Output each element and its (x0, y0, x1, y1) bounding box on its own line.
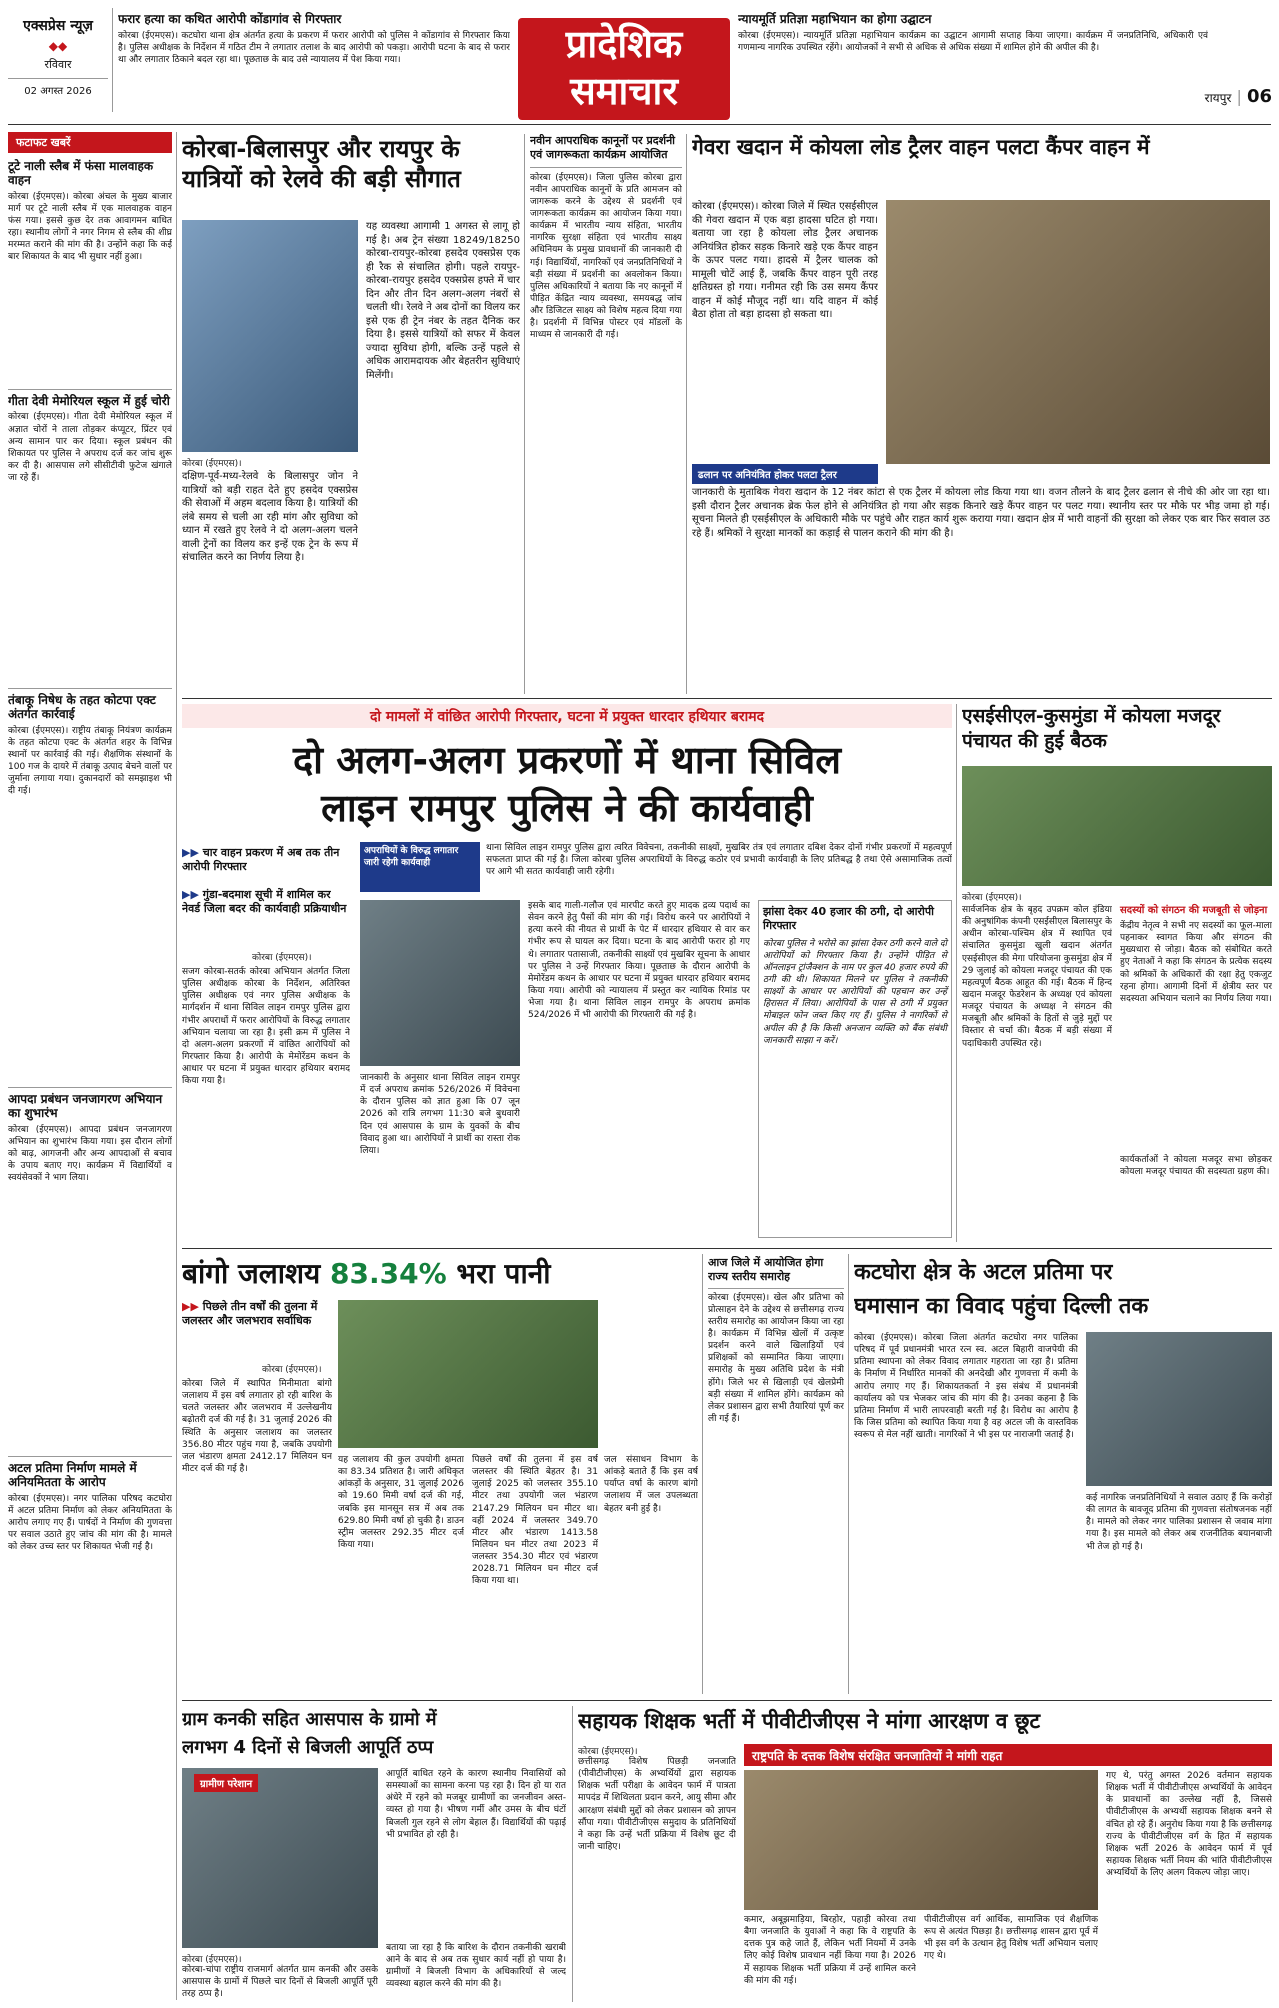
police-story (182, 704, 952, 1242)
dam-body-1: कोरबा जिले में स्थापित मिनीमाता बांगो जलाशय में इस वर्ष लगातार हो रही बारिश के चलते जलस्तर और जलभराव में उल्लेखनीय बढ़ोतरी दर्ज की गई है। 31 जुलाई 2026 की स्थिति के अनुसार जलाशय का जलस्तर 356.80 मीटर पहुंच गया है, जबकि उपयोगी जल भंडारण क्षमता 2412.17 मिलियन घन मीटर दर्ज की गई है। (182, 1379, 332, 1474)
police-strip-label: अपराधियों के विरुद्ध लगातार जारी रहेगी कार्यवाही (360, 842, 480, 892)
dam-dateline: कोरबा (ईएमएस)। (262, 1365, 322, 1375)
law-headline: नवीन आपराधिक कानूनों पर प्रदर्शनी एवं जागरूकता कार्यक्रम आयोजित (530, 134, 682, 168)
brief-item-body: कोरबा (ईएमएस)। गीता देवी मेमोरियल स्कूल में अज्ञात चोरों ने ताला तोड़कर कंप्यूटर, प्रिंटर एवं अन्य सामान पार कर दिया। स्कूल प्रबंधन की शिकायत पर पुलिस ने अपराध दर्ज कर जांच शुरू कर दी है। आसपास लगे सीसीटीवी फुटेज खंगाले जा रहे हैं। (8, 412, 172, 484)
bullet-arrow-icon: ▶▶ (182, 846, 199, 859)
secl-body-2: कार्यकर्ताओं ने कोयला मजदूर सभा छोड़कर कोयला मजदूर पंचायत की सदस्यता ग्रहण की। (1120, 1155, 1272, 1178)
dam-body-2: यह जलाशय की कुल उपयोगी क्षमता का 83.34 प्रतिशत है। जारी अधिकृत आंकड़ों के अनुसार, 31 जुलाई 2026 को 19.60 मिमी वर्षा दर्ज की गई, जबकि इस मानसून सत्र में अब तक 629.80 मिमी वर्षा हो चुकी है। डाउन स्ट्रीम जलस्तर 292.35 मीटर दर्ज किया गया। (338, 1455, 464, 1550)
police-strip (360, 842, 952, 892)
police-strip-text: थाना सिविल लाइन रामपुर पुलिस द्वारा त्वरित विवेचना, तकनीकी साक्ष्यों, मुखबिर तंत्र एवं लगातार दबिश देकर दोनों गंभीर प्रकरणों में महत्वपूर्ण सफलता प्राप्त की गई है। जिला कोरबा पुलिस अपराधियों के विरुद्ध कठोर एवं प्रभावी कार्यवाही के लिए प्रतिबद्ध है तथा ऐसे असामाजिक तत्वों पर आगे भी सतत कार्यवाही जारी रहेगी। (486, 843, 952, 878)
gevra-story (692, 134, 1272, 694)
dam-story-extra (604, 1454, 698, 1694)
fraud-box-headline: झांसा देकर 40 हजार की ठगी, दो आरोपी गिरफ्तार (763, 905, 934, 933)
police-body-3: इसके बाद गाली-गलौज एवं मारपीट करते हुए मादक द्रव्य पदार्थ का सेवन करने हेतु पैसों की मांग की गई। विरोध करने पर आरोपियों ने हत्या करने की नीयत से प्रार्थी के पेट में धारदार हथियार से वार कर गंभीर रूप से घायल कर दिया। घटना के बाद आरोपी फरार हो गए थे। लगातार पतासाजी, तकनीकी साक्ष्यों एवं मुखबिर सूचना के आधार पर पुलिस ने उन्हें गिरफ्तार किया। पूछताछ के दौरान आरोपी के मेमोरेंडम कथन के आधार पर घटना में प्रयुक्त धारदार हथियार बरामद किया गया। आरोपी को न्यायालय में प्रस्तुत कर न्यायिक रिमांड पर भेजा गया है। थाना सिविल लाइन रामपुर के अपराध क्रमांक 524/2026 में भी आरोपी की गिरफ्तारी की गई है। (528, 901, 750, 1021)
teacher-photo (744, 1770, 1098, 1910)
atal-headline-1: कटघोरा क्षेत्र के अटल प्रतिमा पर (854, 1260, 1113, 1285)
brief-item-headline: तंबाकू निषेध के तहत कोटपा एक्ट अंतर्गत कार्रवाई (8, 693, 156, 722)
power-story (182, 1706, 566, 2002)
power-label: ग्रामीण परेशान (194, 1774, 258, 1792)
teacher-body-2: कमार, अबूझमाड़िया, बिरहोर, पहाड़ी कोरवा तथा बैगा जनजाति के युवाओं ने कहा कि वे राष्ट्रपति के दत्तक पुत्र कहे जाते हैं, लेकिन भर्ती नियमों में उनके लिए कोई विशेष प्रावधान नहीं किया गया है। 2026 में सहायक शिक्षक भर्ती प्रक्रिया में उन्हें शामिल करने की मांग की गई। (744, 1915, 916, 1986)
brief-item-headline: टूटे नाली स्लैब में फंसा मालवाहक वाहन (8, 159, 154, 188)
brief-item (8, 159, 172, 385)
fraud-box-body: कोरबा पुलिस ने भरोसे का झांसा देकर ठगी करने वाले दो आरोपियों को गिरफ्तार किया है। उन्होंने पीड़ित से ऑनलाइन ट्रांजैक्शन के नाम पर कुल 40 हजार रुपये की ठगी की थी। शिकायत मिलने पर पुलिस ने तकनीकी साक्ष्यों के आधार पर आरोपियों की पहचान कर उन्हें हिरासत में लिया। आरोपियों के पास से ठगी में प्रयुक्त मोबाइल फोन जब्त किए गए हैं। पुलिस ने नागरिकों से अपील की है कि किसी अनजान व्यक्ति को बैंक संबंधी जानकारी साझा न करें। (763, 938, 947, 1046)
bullet-arrow-icon: ▶▶ (182, 1300, 199, 1313)
brand-name: एक्सप्रेस न्यूज़ (23, 18, 93, 34)
teacher-body-3: पीवीटीजीएस वर्ग आर्थिक, सामाजिक एवं शैक्षणिक रूप से अत्यंत पिछड़ा है। छत्तीसगढ़ शासन द्वारा पूर्व में भी इस वर्ग के उत्थान हेतु विशेष भर्ती अभियान चलाए गए थे। (924, 1915, 1098, 1962)
brief-item (8, 1092, 172, 1452)
police-body-2: जानकारी के अनुसार थाना सिविल लाइन रामपुर में दर्ज अपराध क्रमांक 526/2026 में विवेचना के दौरान पुलिस को ज्ञात हुआ कि 07 जून 2026 को रात्रि लगभग 11:30 बजे बुधवारी दिन एवं आसपास के ग्राम के युवकों के बीच विवाद हुआ था। आरोपियों ने प्रार्थी का रास्ता रोक लिया। (360, 1073, 520, 1156)
brand-mark-icon: ◆◆ (48, 39, 68, 53)
police-bullet-2 (182, 888, 350, 917)
atal-body-2: कई नागरिक जनप्रतिनिधियों ने सवाल उठाए हैं कि करोड़ों की लागत के बावजूद प्रतिमा की गुणवत्ता संतोषजनक नहीं है। मामले को लेकर नगर पालिका प्रशासन से जवाब मांगा गया है। इस मामले को लेकर अब राजनीतिक बयानबाजी भी तेज हो गई है। (1086, 1493, 1272, 1552)
power-headline-1: ग्राम कनकी सहित आसपास के ग्रामो में (182, 1709, 437, 1730)
power-photo (182, 1768, 378, 1948)
dam-photo (338, 1300, 598, 1448)
brief-item (8, 394, 172, 684)
dam-body-3: पिछले वर्षों की तुलना में इस वर्ष जलस्तर की स्थिति बेहतर है। 31 जुलाई 2025 को जलस्तर 355.10 मीटर तथा उपयोगी जल भंडारण 2147.29 मिलियन घन मीटर था। वहीं 2024 में जलस्तर 349.70 मीटर और भंडारण 1413.58 मिलियन घन मीटर तथा 2023 में जलस्तर 354.30 मीटर एवं भंडारण 2028.71 मिलियन घन मीटर दर्ज किया गया था। (472, 1455, 598, 1587)
brief-item-headline: गीता देवी मेमोरियल स्कूल में हुई चोरी (8, 394, 170, 408)
rail-body-1: दक्षिण-पूर्व-मध्य-रेलवे के बिलासपुर जोन ने यात्रियों को बड़ी राहत देते हुए हसदेव एक्सप्रेस की सेवाओं में अहम बदलाव किया है। यात्रियों की लंबे समय से चली आ रही मांग और सुविधा को ध्यान में रखते हुए रेलवे ने दो अलग-अलग चलने वाली ट्रेनों का विलय कर इन्हें एक ट्रेन के रूप में संचालित करने का निर्णय लिया है। (182, 471, 358, 563)
atal-body: कोरबा (ईएमएस)। कोरबा जिला अंतर्गत कटघोरा नगर पालिका परिषद में पूर्व प्रधानमंत्री भारत रत्न स्व. अटल बिहारी वाजपेयी की प्रतिमा स्थापना को लेकर विवाद लगातार गहराता जा रहा है। प्रतिमा के निर्माण में निर्धारित मानकों की अनदेखी और गुणवत्ता में कमी के आरोप लगाए गए हैं। शिकायतकर्ता ने इस संबंध में प्रधानमंत्री कार्यालय को पत्र भेजकर जांच की मांग की है। उनका कहना है कि प्रतिमा निर्माण में भारी लापरवाही बरती गई है। विरोध का आरोप है कि जिस प्रतिमा को स्थापित किया गया है वह अटल जी के वास्तविक स्वरूप से मेल नहीं खाती। नागरिकों ने भी इस पर नाराजगी जताई है। (854, 1333, 1078, 1441)
atal-story (854, 1256, 1272, 1694)
brief-item-body: कोरबा (ईएमएस)। राष्ट्रीय तंबाकू नियंत्रण कार्यक्रम के तहत कोटपा एक्ट के अंतर्गत शहर के विभिन्न स्थानों पर कार्रवाई की गई। शैक्षणिक संस्थानों के 100 गज के दायरे में तंबाकू उत्पाद बेचने वालों पर जुर्माना लगाया गया। दुकानदारों को समझाइश भी दी गई। (8, 725, 172, 797)
secl-headline: एसईसीएल-कुसमुंडा में कोयला मजदूर पंचायत की हुई बैठक (962, 705, 1221, 752)
bullet-text: गुंडा-बदमाश सूची में शामिल कर नेवर्ड जिला बदर की कार्यवाही प्रक्रियाधीन (182, 888, 347, 916)
rail-story (182, 134, 520, 694)
dam-story (182, 1254, 598, 1694)
brief-item-body: कोरबा (ईएमएस)। कोरबा अंचल के मुख्य बाजार मार्ग पर टूटे नाली स्लैब में एक मालवाहक वाहन फंस गया। इससे कुछ देर तक आवागमन बाधित रहा। स्थानीय लोगों ने नगर निगम से स्लैब की शीघ्र मरम्मत कराने की मांग की है। उन्होंने कहा कि कई बार शिकायत के बाद भी सुधार नहीं हुआ। (8, 191, 172, 263)
secl-body: सार्वजनिक क्षेत्र के बृहद उपक्रम कोल इंडिया की अनुषांगिक कंपनी एसईसीएल बिलासपुर के अधीन कोरबा-पश्चिम क्षेत्र में स्थापित एवं संचालित कुसमुंडा खुली खदान अंतर्गत एसईसीएल की मेगा परियोजना कुसमुंडा क्षेत्र में 29 जुलाई को कोयला मजदूर पंचायत की एक महत्वपूर्ण बैठक आहूत की गई। बैठक में हिन्द खदान मजदूर फेडरेशन के अध्यक्ष एवं कोयला मजदूर पंचायत के अध्यक्ष ने संगठन की मजबूती और श्रमिकों के हितों से जुड़े मुद्दों पर विस्तार से चर्चा की। बैठक में बड़ी संख्या में पदाधिकारी उपस्थित रहे। (962, 905, 1112, 1049)
teacher-subhead: राष्ट्रपति के दत्तक विशेष संरक्षित जनजातियों ने मांगी राहत (744, 1744, 1272, 1766)
police-headline-1: दो अलग-अलग प्रकरणों में थाना सिविल (292, 738, 842, 782)
games-story (708, 1256, 844, 1694)
brief-item (8, 1461, 172, 1981)
power-headline-2: लगभग 4 दिनों से बिजली आपूर्ति ठप्प (182, 1737, 434, 1758)
dam-headline-part-2: भरा पानी (456, 1257, 551, 1290)
police-headline-2: लाइन रामपुर पुलिस ने की कार्यवाही (321, 786, 813, 830)
power-body-2: आपूर्ति बाधित रहने के कारण स्थानीय निवासियों को समस्याओं का सामना करना पड़ रहा है। दिन हो या रात अंधेरे में रहने को मजबूर ग्रामीणों का जनजीवन अस्त-व्यस्त हो गया है। भीषण गर्मी और उमस के बीच घंटों बिजली गुल रहने से लोग बेहाल हैं। विद्यार्थियों की पढ़ाई भी प्रभावित हो रही है। (386, 1769, 566, 1840)
brief-item-body: कोरबा (ईएमएस)। आपदा प्रबंधन जनजागरण अभियान का शुभारंभ किया गया। इस दौरान लोगों को बाढ़, आगजनी और अन्य आपदाओं से बचाव के उपाय बताए गए। कार्यक्रम में विद्यार्थियों व स्वयंसेवकों ने भाग लिया। (8, 1124, 172, 1184)
issue-day: रविवार (44, 58, 72, 71)
masthead-left-story (118, 10, 510, 114)
power-body-3: बताया जा रहा है कि बारिश के दौरान तकनीकी खराबी आने के बाद से अब तक सुधार कार्य नहीं हो पाया है। ग्रामीणों ने बिजली विभाग के अधिकारियों से जल्द व्यवस्था बहाल करने की मांग की है। (386, 1943, 566, 1990)
secl-story (962, 704, 1272, 1242)
atal-headline-2: घमासान का विवाद पहुंचा दिल्ली तक (854, 1294, 1149, 1319)
dam-headline (182, 1254, 598, 1294)
issue-date: 02 अगस्त 2026 (8, 78, 108, 97)
games-body: कोरबा (ईएमएस)। खेल और प्रतिभा को प्रोत्साहन देने के उद्देश्य से छत्तीसगढ़ राज्य स्तरीय समारोह का आयोजन किया जा रहा है। कार्यक्रम में विभिन्न खेलों में उत्कृष्ट प्रदर्शन करने वाले खिलाड़ियों एवं प्रशिक्षकों को सम्मानित किया जाएगा। समारोह के मुख्य अतिथि प्रदेश के मंत्री होंगे। जिले भर से खिलाड़ी एवं खेलप्रेमी बड़ी संख्या में शामिल होंगे। कार्यक्रम को लेकर प्रशासन द्वारा सभी तैयारियां पूर्ण कर ली गई हैं। (708, 1292, 844, 1424)
fraud-box (758, 900, 952, 1238)
page-number: 06 (1246, 86, 1272, 107)
gevra-headline: गेवरा खदान में कोयला लोड ट्रैलर वाहन पलटा कैंपर वाहन में (692, 135, 1150, 159)
rail-photo-caption: कोरबा (ईएमएस)। (182, 459, 242, 469)
atal-photo (1086, 1332, 1272, 1486)
police-kicker: दो मामलों में वांछित आरोपी गिरफ्तार, घटना में प्रयुक्त धारदार हथियार बरामद (182, 704, 952, 728)
teacher-story (578, 1706, 1272, 2002)
secl-box-headline: सदस्यों को संगठन की मजबूती से जोड़ना (1120, 905, 1268, 916)
secl-photo (962, 766, 1272, 886)
bullet-text: पिछले तीन वर्षों की तुलना में जलस्तर और जलभराव सर्वाधिक (182, 1300, 318, 1328)
bullet-text: चार वाहन प्रकरण में अब तक तीन आरोपी गिरफ्तार (182, 846, 340, 874)
rail-headline: कोरबा-बिलासपुर और रायपुर के यात्रियों को रेलवे की बड़ी सौगात (182, 135, 461, 193)
masthead-right-story (738, 10, 1208, 86)
law-story (530, 134, 682, 694)
teacher-dateline: कोरबा (ईएमएस)। (578, 1747, 638, 1757)
section-title-line-1: प्रादेशिक (565, 22, 683, 66)
page-locator: रायपुर | 06 (1204, 86, 1272, 107)
dam-headline-percent: 83.34% (330, 1257, 447, 1290)
dam-headline-part-1: बांगो जलाशय (182, 1257, 321, 1290)
teacher-body-4: गए थे, परंतु अगस्त 2026 वर्तमान सहायक शिक्षक भर्ती में पीवीटीजीएस अभ्यर्थियों के आवेदन के प्रावधानों का उल्लेख नहीं है, जिससे पीवीटीजीएस के अभ्यर्थी सहायक शिक्षक बनने से वंचित हो रहे हैं। अनुरोध किया गया है कि छत्तीसगढ़ राज्य के पीवीटीजीएस वर्ग के हित में सहायक शिक्षक भर्ती 2026 के आवेदन फार्म में पूर्व सहायक शिक्षक भर्ती नियम की भांति पीवीटीजीएस अभ्यर्थियों के लिए अलग विकल्प जोड़ा जाए। (1106, 1771, 1272, 1879)
gevra-body-2: जानकारी के मुताबिक गेवरा खदान के 12 नंबर कांटा से एक ट्रैलर में कोयला लोड किया गया था। वजन तौलने के बाद ट्रैलर ढलान से नीचे की ओर जा रहा था। इसी दौरान ट्रैलर अचानक ब्रेक फेल होने से अनियंत्रित हो गया और सड़क किनारे खड़े कैंपर वाहन पर पलट गया। स्थानीय स्तर पर मौके पर भीड़ जमा हो गई। सूचना मिलते ही एसईसीएल के अधिकारी मौके पर पहुंचे और राहत कार्य शुरू कराया गया। खदान क्षेत्र में भारी वाहनों की सुरक्षा को लेकर एक बार फिर सवाल उठ रहे हैं। श्रमिकों ने सुरक्षा मानकों का कड़ाई से पालन कराने की मांग की है। (692, 487, 1270, 539)
teacher-headline: सहायक शिक्षक भर्ती में पीवीटीजीएस ने मांगा आरक्षण व छूट (578, 1709, 1041, 1733)
masthead-right-headline: न्यायमूर्ति प्रतिज्ञा महाभियान का होगा उद्घाटन (738, 12, 932, 26)
masthead-left-body: कोरबा (ईएमएस)। कटघोरा थाना क्षेत्र अंतर्गत हत्या के प्रकरण में फरार आरोपी को पुलिस ने कोंडागांव से गिरफ्तार किया है। पुलिस अधीक्षक के निर्देशन में गठित टीम ने लगातार तलाश के बाद आरोपी को पकड़ा। आरोपी घटना के बाद से फरार था और लगातार ठिकाने बदल रहा था। पूछताछ के बाद उसे न्यायालय में पेश किया गया। (118, 31, 510, 66)
teacher-body-1: छत्तीसगढ़ विशेष पिछड़ी जनजाति (पीवीटीजीएस) के अभ्यर्थियों द्वारा सहायक शिक्षक भर्ती परीक्षा के आवेदन फार्म में पात्रता मापदंड में शिथिलता प्रदान करने, आयु सीमा और आरक्षण संबंधी मुद्दों को लेकर प्रशासन को ज्ञापन सौंपा गया। पीवीटीजीएस समुदाय के प्रतिनिधियों ने कहा कि उन्हें भर्ती प्रक्रिया में विशेष छूट दी जानी चाहिए। (578, 1757, 736, 1852)
masthead-brand-box (8, 8, 108, 114)
power-caption: कोरबा (ईएमएस)। (182, 1955, 242, 1965)
secl-dateline: कोरबा (ईएमएस)। (962, 893, 1022, 903)
brief-news-column (8, 132, 172, 2002)
gevra-body: कोरबा (ईएमएस)। कोरबा जिले में स्थित एसईसीएल की गेवरा खदान में एक बड़ा हादसा घटित हो गया। बताया जा रहा है कोयला लोड ट्रैलर अचानक अनियंत्रित होकर सड़क किनारे खड़े एक कैंपर वाहन के ऊपर पलट गया। हादसे में ट्रैलर चालक को मामूली चोटें आई हैं, जबकि कैंपर वाहन पूरी तरह क्षतिग्रस्त हो गया। गनीमत रही कि उस समय कैंपर वाहन में कोई मौजूद नहीं था। यदि वाहन में कोई बैठा होता तो बड़ा हादसा हो सकता था। (692, 201, 878, 320)
police-bullet-1 (182, 846, 350, 875)
section-title-line-2: समाचार (570, 69, 678, 113)
rail-body-2: यह व्यवस्था आगामी 1 अगस्त से लागू हो गई है। अब ट्रेन संख्या 18249/18250 कोरबा-रायपुर-कोरबा हसदेव एक्सप्रेस एक ही रैक से संचालित होगी। पहले रायपुर-कोरबा-रायपुर हसदेव एक्सप्रेस हफ्ते में चार दिन और तीन दिन अलग-अलग नंबरों से चलती थी। रेलवे ने अब दोनों का विलय कर इसे एक ही ट्रेन नंबर के तहत दैनिक कर दिया है। इससे यात्रियों को सफर में केवल ज्यादा सुविधा होगी, बल्कि उन्हें पहले से अधिक आरामदायक और बेहतरीन सुविधाएं मिलेंगी। (366, 221, 520, 381)
rail-photo (182, 220, 358, 452)
section-title-box (518, 18, 730, 120)
page-city: रायपुर (1204, 91, 1232, 105)
secl-box-body: केंद्रीय नेतृत्व ने सभी नए सदस्यों का फूल-माला पहनाकर स्वागत किया और संगठन की मुख्यधारा से जोड़ा। बैठक को संबोधित करते हुए नेताओं ने कहा कि संगठन के प्रत्येक सदस्य को श्रमिकों के अधिकारों की रक्षा हेतु एकजुट रहना होगा। आगामी दिनों में क्षेत्रीय स्तर पर सदस्यता अभियान चलाने का निर्णय लिया गया। (1120, 921, 1272, 1004)
brief-news-label: फटाफट खबरें (8, 132, 172, 153)
brief-item-body: कोरबा (ईएमएस)। नगर पालिका परिषद कटघोरा में अटल प्रतिमा निर्माण को लेकर अनियमितता के आरोप लगाए गए हैं। पार्षदों ने निर्माण की गुणवत्ता पर सवाल उठाते हुए जांच की मांग की है। मामले को लेकर उच्च स्तर पर शिकायत भेजी गई है। (8, 1493, 172, 1553)
dam-body-4: जल संसाधन विभाग के आंकड़े बताते हैं कि इस वर्ष पर्याप्त वर्षा के कारण बांगो जलाशय में जल उपलब्धता बेहतर बनी हुई है। (604, 1455, 698, 1514)
gevra-subhead: ढलान पर अनियंत्रित होकर पलटा ट्रैलर (692, 464, 878, 484)
games-headline: आज जिले में आयोजित होगा राज्य स्तरीय समारोह (708, 1256, 844, 1289)
police-dateline: कोरबा (ईएमएस)। (252, 953, 312, 963)
police-body-1: सजग कोरबा-सतर्क कोरबा अभियान अंतर्गत जिला पुलिस अधीक्षक कोरबा के निर्देशन, अतिरिक्त पुलिस अधीक्षक एवं नगर पुलिस अधीक्षक के मार्गदर्शन में थाना सिविल लाइन रामपुर पुलिस द्वारा गंभीर अपराधों में फरार आरोपियों के विरुद्ध लगातार अभियान चलाया जा रहा है। इसी क्रम में पुलिस ने दो अलग-अलग प्रकरणों में वांछित आरोपियों को गिरफ्तार किया है। आरोपी के मेमोरेंडम कथन के आधार पर घटना में प्रयुक्त धारदार हथियार बरामद किया गया है। (182, 967, 350, 1087)
brief-item-headline: आपदा प्रबंधन जनजागरण अभियान का शुभारंभ (8, 1092, 163, 1121)
bullet-arrow-icon: ▶▶ (182, 888, 199, 901)
power-body-1: कोरबा-चांपा राष्ट्रीय राजमार्ग अंतर्गत ग्राम कनकी और उसके आसपास के ग्रामों में पिछले चार दिनों से बिजली आपूर्ति पूरी तरह ठप्प है। (182, 1965, 378, 2000)
masthead-right-body: कोरबा (ईएमएस)। न्यायमूर्ति प्रतिज्ञा महाभियान कार्यक्रम का उद्घाटन आगामी सप्ताह किया जाएगा। कार्यक्रम में जनप्रतिनिधि, अधिकारी एवं गणमान्य नागरिक उपस्थित रहेंगे। आयोजकों ने सभी से अधिक से अधिक संख्या में शामिल होने की अपील की है। (738, 31, 1208, 54)
law-body: कोरबा (ईएमएस)। जिला पुलिस कोरबा द्वारा नवीन आपराधिक कानूनों के प्रति आमजन को जागरूक करने के उद्देश्य से प्रदर्शनी एवं जागरूकता कार्यक्रम का आयोजन किया गया। कार्यक्रम में भारतीय न्याय संहिता, भारतीय नागरिक सुरक्षा संहिता एवं भारतीय साक्ष्य अधिनियम के प्रमुख प्रावधानों की जानकारी दी गई। विद्यार्थियों, नागरिकों एवं जनप्रतिनिधियों ने बड़ी संख्या में प्रदर्शनी का अवलोकन किया। पुलिस अधिकारियों ने बताया कि नए कानूनों में पीड़ित केंद्रित न्याय व्यवस्था, समयबद्ध जांच और डिजिटल साक्ष्य को विशेष महत्व दिया गया है। प्रदर्शनी में विभिन्न पोस्टर एवं मॉडलों के माध्यम से जानकारी दी गई। (530, 172, 682, 341)
brief-item-headline: अटल प्रतिमा निर्माण मामले में अनियमितता के आरोप (8, 1461, 137, 1490)
brief-item (8, 693, 172, 1083)
secl-box (1120, 904, 1272, 1148)
dam-bullet (182, 1300, 332, 1329)
masthead-left-headline: फरार हत्या का कथित आरोपी कोंडागांव से गिरफ्तार (118, 12, 342, 26)
accused-photo (360, 900, 520, 1066)
gevra-photo (886, 200, 1270, 464)
